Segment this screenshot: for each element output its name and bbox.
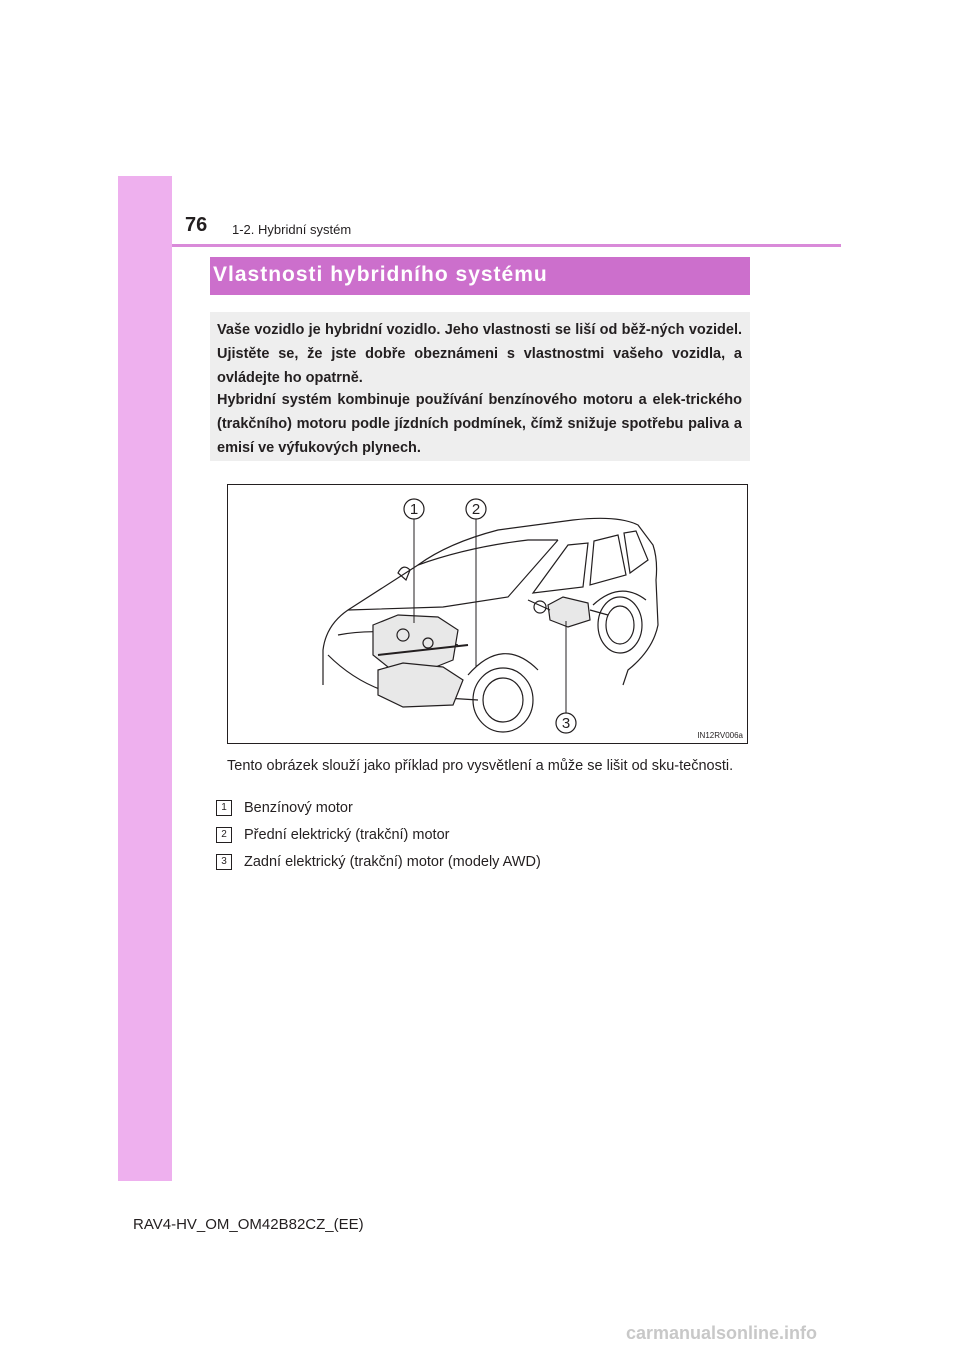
watermark: carmanualsonline.info (626, 1323, 818, 1343)
section-title: 1-2. Hybridní systém (232, 222, 352, 237)
figure-id: IN12RV006a (697, 731, 743, 740)
legend-item-2 (216, 827, 449, 843)
legend-text: Benzínový motor (244, 800, 353, 816)
intro-paragraph-1: Vaše vozidlo je hybridní vozidlo. Jeho vlastnosti se liší od běž-ných vozidel. Ujistěte se, že jste dobře obeznámeni s vlastnostmi vašeho vozidla, a ovládejte ho opatrně. (217, 322, 742, 386)
figure-caption: Tento obrázek slouží jako příklad pro vysvětlení a může se lišit od sku-tečnosti. (227, 758, 734, 774)
callout-3: 3 (561, 715, 571, 732)
header-rule (172, 244, 841, 247)
vehicle-illustration (227, 484, 748, 744)
page-number: 76 (185, 214, 208, 236)
callout-2: 2 (471, 501, 481, 518)
callout-1: 1 (409, 501, 419, 518)
legend-number: 1 (216, 800, 232, 816)
page-heading: Vlastnosti hybridního systému (213, 263, 548, 286)
legend-item-1 (216, 800, 353, 816)
legend-number: 3 (216, 854, 232, 870)
document-code: RAV4-HV_OM_OM42B82CZ_(EE) (133, 1216, 364, 1233)
legend-item-3 (216, 854, 541, 870)
legend-text: Přední elektrický (trakční) motor (244, 827, 450, 843)
intro-paragraph-2: Hybridní systém kombinuje používání benzínového motoru a elek-trického (trakčního) motoru podle jízdních podmínek, čímž snižuje spotřebu paliva a emisí ve výfukových plynech. (217, 392, 742, 456)
page-side-tab (118, 176, 172, 1181)
car-drawing (228, 485, 749, 745)
legend-number: 2 (216, 827, 232, 843)
legend-text: Zadní elektrický (trakční) motor (modely AWD) (244, 854, 541, 870)
